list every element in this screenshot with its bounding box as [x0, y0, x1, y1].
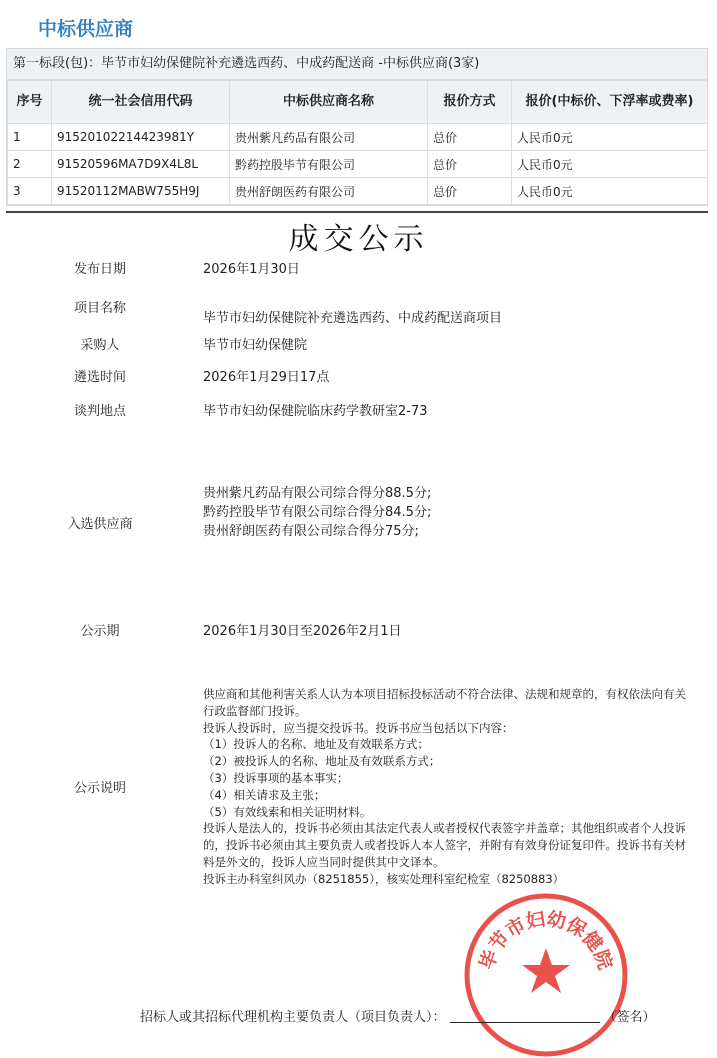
table-header-row — [8, 81, 708, 124]
notes-paragraph: （1）投诉人的名称、地址及有效联系方式； — [203, 737, 429, 752]
period-label: 公示期 — [80, 624, 120, 639]
cell-no: 2 — [8, 151, 52, 178]
col-header-price: 报价(中标价、下浮率或费率) — [512, 81, 708, 124]
bid-section-caption: 第一标段(包)：毕节市妇幼保健院补充遴选西药、中成药配送商 -中标供应商(3家) — [7, 49, 707, 80]
cell-no: 1 — [8, 124, 52, 151]
official-seal — [463, 892, 629, 1058]
signature-prefix: 招标人或其招标代理机构主要负责人（项目负责人）： — [140, 1010, 446, 1025]
notes-paragraph: （3）投诉事项的基本事实； — [203, 770, 349, 785]
notes-paragraph: 供应商和其他利害关系人认为本项目招标投标活动不符合法律、法规和规章的，有权依法向有关行政监督部门投诉。 — [203, 687, 686, 718]
col-header-credit-code: 统一社会信用代码 — [52, 81, 230, 124]
signature-suffix: （签名） — [603, 1010, 656, 1025]
table-row — [8, 151, 708, 178]
col-header-quote-method: 报价方式 — [428, 81, 512, 124]
seal-star-icon — [522, 948, 570, 993]
cell-price: 人民币0元 — [512, 151, 708, 178]
cell-price: 人民币0元 — [512, 178, 708, 205]
winner-item: 贵州舒朗医药有限公司综合得分75分; — [203, 524, 419, 539]
cell-quote-method: 总价 — [428, 178, 512, 205]
divider — [6, 211, 708, 213]
purchaser-value: 毕节市妇幼保健院 — [203, 338, 308, 353]
notes-label: 公示说明 — [73, 781, 126, 796]
notes-paragraph: 投诉主办科室纠风办（8251855），核实处理科室纪检室（8250883） — [203, 871, 565, 886]
winner-item: 黔药控股毕节有限公司综合得分84.5分; — [203, 505, 432, 520]
cell-credit-code: 91520596MA7D9X4L8L — [52, 151, 230, 178]
signature-line — [450, 1008, 600, 1023]
col-header-supplier-name: 中标供应商名称 — [230, 81, 428, 124]
winners-label: 入选供应商 — [67, 517, 133, 532]
signature-row — [140, 1006, 656, 1025]
cell-supplier-name: 贵州舒朗医药有限公司 — [230, 178, 428, 205]
notice-title: 成交公示 — [288, 222, 429, 257]
notes-paragraph: （2）被投诉人的名称、地址及有效联系方式； — [203, 754, 441, 769]
publish-date-value: 2026年1月30日 — [203, 262, 300, 277]
cell-credit-code: 91520102214423981Y — [52, 124, 230, 151]
cell-credit-code: 91520112MABW755H9J — [52, 178, 230, 205]
seal-text: 毕节市妇幼保健院 — [475, 908, 617, 973]
cell-quote-method: 总价 — [428, 124, 512, 151]
bid-section — [6, 48, 708, 206]
location-value: 毕节市妇幼保健院临床药学教研室2-73 — [203, 404, 428, 419]
selection-time-label: 遴选时间 — [73, 370, 126, 385]
winners-list — [203, 484, 431, 541]
winner-item: 贵州紫凡药品有限公司综合得分88.5分; — [203, 486, 432, 501]
notes-paragraph: 投诉人投诉时，应当提交投诉书。投诉书应当包括以下内容： — [203, 720, 514, 735]
cell-quote-method: 总价 — [428, 151, 512, 178]
cell-supplier-name: 黔药控股毕节有限公司 — [230, 151, 428, 178]
table-row — [8, 178, 708, 205]
notes-paragraph: （5）有效线索和相关证明材料。 — [203, 804, 372, 819]
col-header-no: 序号 — [8, 81, 52, 124]
cell-no: 3 — [8, 178, 52, 205]
project-name-label: 项目名称 — [73, 301, 126, 316]
supplier-table — [7, 80, 708, 205]
location-label: 谈判地点 — [73, 404, 126, 419]
selection-time-value: 2026年1月29日17点 — [203, 370, 330, 385]
cell-price: 人民币0元 — [512, 124, 708, 151]
project-name-value: 毕节市妇幼保健院补充遴选西药、中成药配送商项目 — [203, 311, 503, 326]
notes-paragraph: 投诉人是法人的，投诉书必须由其法定代表人或者授权代表签字并盖章；其他组织或者个人投诉的，投诉书必须由其主要负责人或者投诉人本人签字，并附有有效身份证复印件。投诉书有关材料是外文的，投诉人应当同时提供其中文译本。 — [203, 821, 686, 869]
purchaser-label: 采购人 — [80, 338, 120, 353]
notes-body — [203, 686, 693, 888]
publish-date-label: 发布日期 — [73, 262, 126, 277]
cell-supplier-name: 贵州紫凡药品有限公司 — [230, 124, 428, 151]
table-row — [8, 124, 708, 151]
section-title: 中标供应商 — [38, 18, 134, 40]
period-value: 2026年1月30日至2026年2月1日 — [203, 624, 402, 639]
notes-paragraph: （4）相关请求及主张； — [203, 787, 326, 802]
